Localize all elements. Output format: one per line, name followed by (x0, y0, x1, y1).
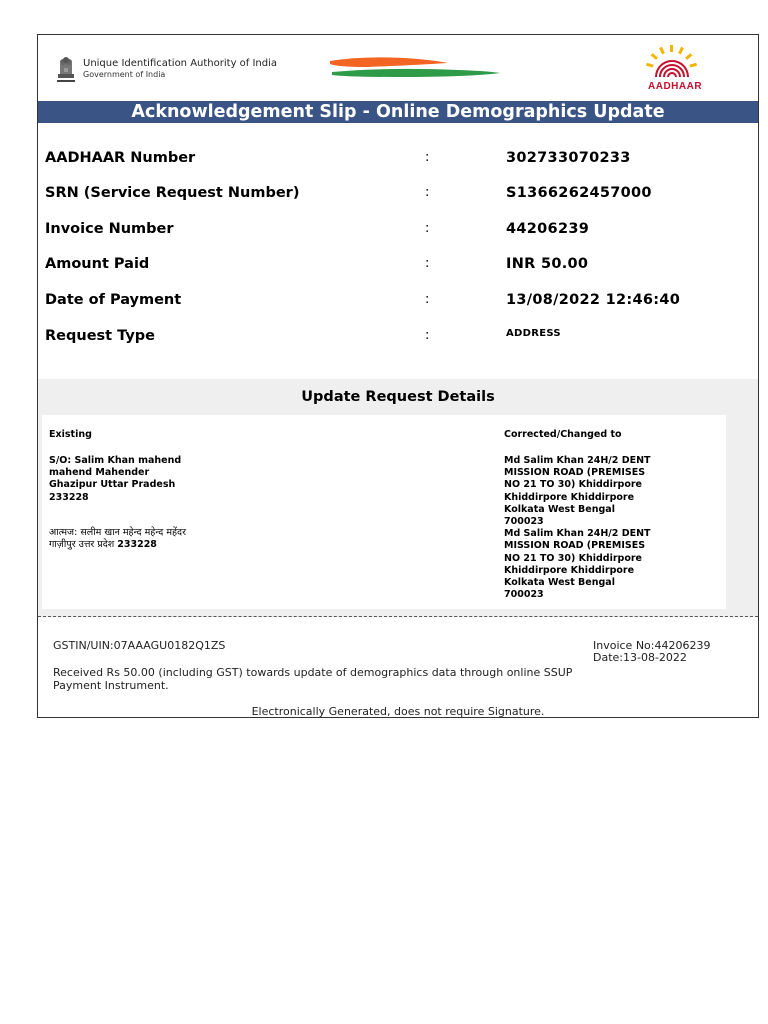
tricolor-brush-graphic (328, 55, 503, 81)
divider (38, 616, 758, 617)
field-value: 44206239 (506, 221, 590, 237)
field-value: ADDRESS (506, 328, 561, 339)
existing-label: Existing (49, 429, 92, 440)
update-request-details (38, 379, 758, 617)
field-amount-paid (45, 256, 745, 276)
acknowledgement-slip (37, 34, 759, 718)
field-invoice-number (45, 221, 745, 241)
details-title: Update Request Details (301, 389, 495, 405)
field-value: 13/08/2022 12:46:40 (506, 292, 681, 308)
received-text: Received Rs 50.00 (including GST) towards update of demographics data through online SSUP Payment Instrument. (53, 666, 573, 692)
field-label: Date of Payment (45, 292, 182, 308)
field-colon: : (425, 328, 430, 343)
hindi-line-1: आत्मज: सलीम खान महेन्द महेन्द महेंदर (49, 527, 186, 538)
hindi-pin: 233228 (117, 539, 157, 551)
national-emblem-icon (54, 52, 78, 86)
field-label: AADHAAR Number (45, 150, 196, 166)
field-label: Invoice Number (45, 221, 174, 237)
field-value: 302733070233 (506, 150, 631, 166)
field-colon: : (425, 256, 430, 271)
field-colon: : (425, 221, 430, 236)
signature-note: Electronically Generated, does not require Signature. (251, 705, 545, 718)
field-date-of-payment (45, 292, 745, 312)
field-label: Amount Paid (45, 256, 150, 272)
gov-line: Government of India (83, 70, 166, 79)
field-aadhaar-number (45, 150, 745, 170)
field-label: SRN (Service Request Number) (45, 185, 300, 201)
changed-address: Md Salim Khan 24H/2 DENT MISSION ROAD (PREMISES NO 21 TO 30) Khiddirpore Khiddirpore Khiddirpore Kolkata West Bengal 700023 Md Salim Khan 24H/2 DENT MISSION ROAD (PREMISES NO 21 TO 30) Khiddirpore Khiddirpore Khiddirpore Kolkata West Bengal 700023 (504, 455, 651, 601)
existing-address: S/O: Salim Khan mahend mahend Mahender Ghazipur Uttar Pradesh 233228 (49, 455, 182, 503)
field-label: Request Type (45, 328, 155, 344)
field-colon: : (425, 185, 430, 200)
gstin: GSTIN/UIN:07AAAGU0182Q1ZS (53, 639, 226, 652)
field-value: INR 50.00 (506, 256, 589, 272)
org-name: Unique Identification Authority of India (83, 58, 278, 69)
slip-title: Acknowledgement Slip - Online Demographics Update (38, 101, 758, 123)
field-request-type (45, 328, 745, 348)
field-value: S1366262457000 (506, 185, 652, 201)
changed-label: Corrected/Changed to (504, 429, 622, 440)
footer-date: Date:13-08-2022 (593, 651, 687, 664)
field-srn (45, 185, 745, 205)
details-panel (42, 415, 726, 609)
footer-invoice-no: Invoice No:44206239 (593, 639, 711, 652)
existing-address-hindi (49, 527, 186, 551)
field-colon: : (425, 150, 430, 165)
field-colon: : (425, 292, 430, 307)
hindi-line-2: गाज़ीपुर उत्तर प्रदेश (49, 539, 115, 551)
aadhaar-logo-text: AADHAAR (648, 81, 703, 92)
header (38, 35, 758, 101)
